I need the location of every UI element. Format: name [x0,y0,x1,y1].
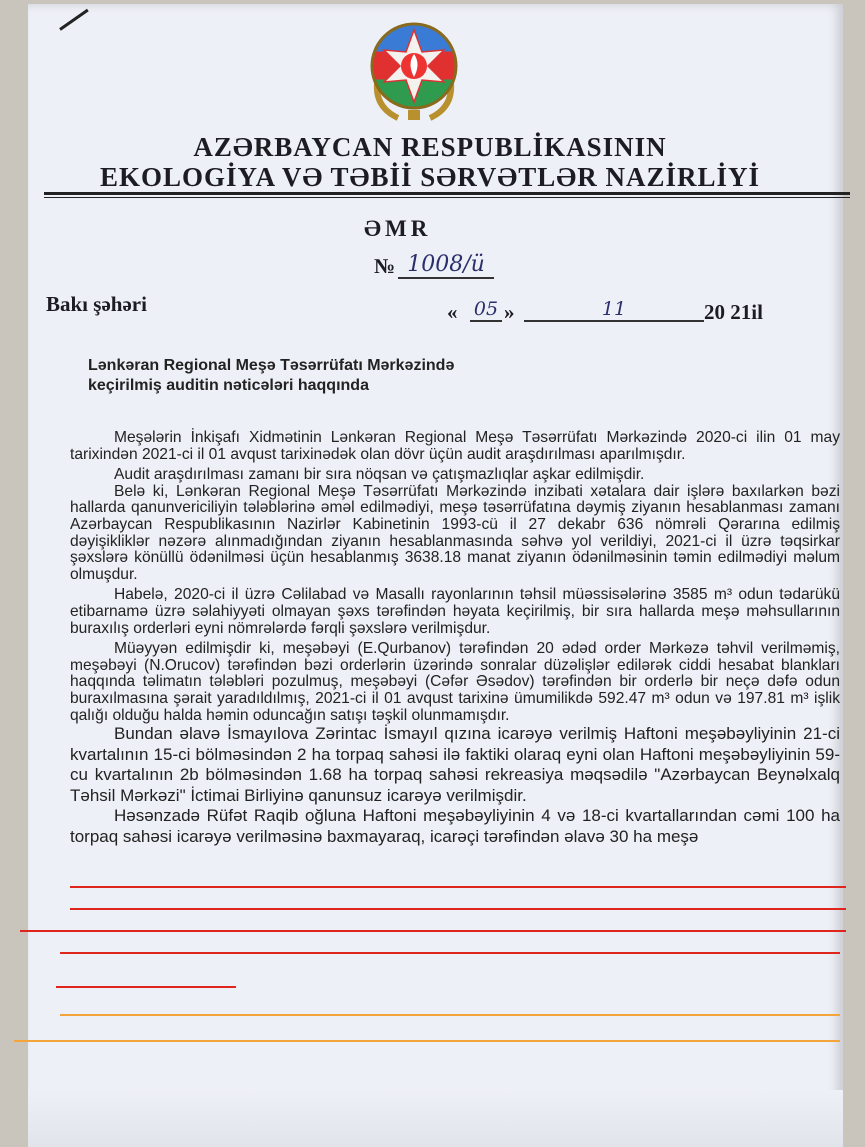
paragraph-illegal-lease: Bundan əlavə İsmayılova Zərintac İsmayıl qızına icarəyə verilmiş Haftoni meşəbəyliyinin 21-ci kvartalının 15-ci bölməsindən 2 ha torpaq sahəsi ilə faktiki olaraq eyni olan Haftoni meşəbəyliyinin 59-cu kvartalının 2b bölməsindən 1.68 ha torpaq sahəsi rekreasiya məqsədilə "Azərbaycan Beynəlxalq Təhsil Mərkəzi" İctimai Birliyinə qanunsuz icarəyə verilmişdir. [70,724,840,805]
order-number-label: № [374,254,396,278]
state-emblem-icon [358,14,470,126]
paragraph-forester-orders: Müəyyən edilmişdir ki, meşəbəyi (E.Qurbanov) tərəfindən 20 ədəd order Mərkəzə təhvil verilməmiş, meşəbəyi (N.Orucov) tərəfindən bəzi orderlərin üzərində sonralar düzəlişlər edilərək ciddi hesabat blankları haqqında təlimatın tələbləri pozulmuş, meşəbəyi (Cəfər Əsədov) tərəfindən bir orderlə bir neçə dəfə odun buraxılmasına şərait yaradıldılmış, 2021-ci il 01 avqust tarixinə ümumilikdə 592.47 m³ odun və 197.81 m³ işlik qalığı olduğu halda həmin oduncağın satışı təşkil olunmamışdır. [70,640,840,724]
orange-underline-2 [14,1040,840,1042]
document-type-title: ƏMR [364,216,432,241]
paragraph-audit-period: Meşələrin İnkişafı Xidmətinin Lənkəran Regional Meşə Təsərrüfatı Mərkəzində 2020-ci ilin 01 may tarixindən 2021-ci il 01 avqust tarixinədək olan dövr üçün audit araşdırılması aparılmışdır. [70,429,840,463]
header-rule-thin [44,197,850,198]
order-subject [88,356,454,396]
header-rule-thick [44,192,850,195]
paragraph-shortcomings: Audit araşdırılması zamanı bir sıra nöqsan və çatışmazlıqlar aşkar edilmişdir. [114,466,645,484]
order-number-handwritten: 1008/ü [398,252,494,279]
page-bottom-shade [28,1090,843,1147]
ministry-name-line1: AZƏRBAYCAN RESPUBLİKASININ [193,132,667,162]
issue-city: Bakı şəhəri [46,292,147,316]
red-underline-3 [20,930,846,932]
paragraph-firewood-supply: Habelə, 2020-ci il üzrə Cəlilabad və Masallı rayonlarının təhsil müəssisələrinə 3585 m³ odun tədarükü etibarnamə üzrə səlahiyyəti olmayan şəxs tərəfindən həyata keçirilmiş, bir sıra hallarda meşə məhsullarının buraxılış orderləri eyni nömrələrdə fərqli şəxslərə verilmişdur. [70,586,840,637]
paragraph-extra-land: Həsənzadə Rüfət Raqib oğluna Haftoni meşəbəyliyinin 4 və 18-ci kvartallarından cəmi 100 ha torpaq sahəsi icarəyə verilməsinə baxmayaraq, icarəçi tərəfindən əlavə 30 ha meşə [70,806,840,846]
date-year: 20 21il [704,300,763,324]
date-day-handwritten: 05 [470,298,502,322]
orange-underline-1 [60,1014,840,1016]
red-underline-2 [70,908,846,910]
red-underline-4 [60,952,840,954]
date-open-quote: « [447,300,458,324]
ministry-name-line2: EKOLOGİYA VƏ TƏBİİ SƏRVƏTLƏR NAZİRLİYİ [100,162,760,192]
subject-line1: Lənkəran Regional Meşə Təsərrüfatı Mərkəzində [88,357,455,374]
order-body [70,430,840,847]
red-underline-5 [56,986,236,988]
subject-line2: keçirilmiş auditin nəticələri haqqında [88,377,369,394]
paragraph-damage-calculation: Belə ki, Lənkəran Regional Meşə Təsərrüfatı Mərkəzində inzibati xətalara dair işlərə baxılarkən bəzi hallarda qanunvericiliyin tələblərinə əməl edilmədiyi, meşə təsərrüfatına dəymiş ziyanın hesablanması zamanı Azərbaycan Respublikasının Nazirlər Kabinetinin 1993-cü il 27 dekabr 636 nömrəli Qərarına edilmiş dəyişikliklər nəzərə alınmadığından ziyanın hesablanmasında səhvə yol verildiyi, 2021-ci il üzrə təqsirkar şəxslərə könüllü ödənilməsi üçün hesablanmış 3638.18 manat ziyanın ödənilməsinin təmin edilmədiyi məlum olmuşdur. [70,482,840,583]
date-close-quote: » [504,300,515,324]
red-underline-1 [70,886,846,888]
date-month-handwritten: 11 [524,298,704,322]
